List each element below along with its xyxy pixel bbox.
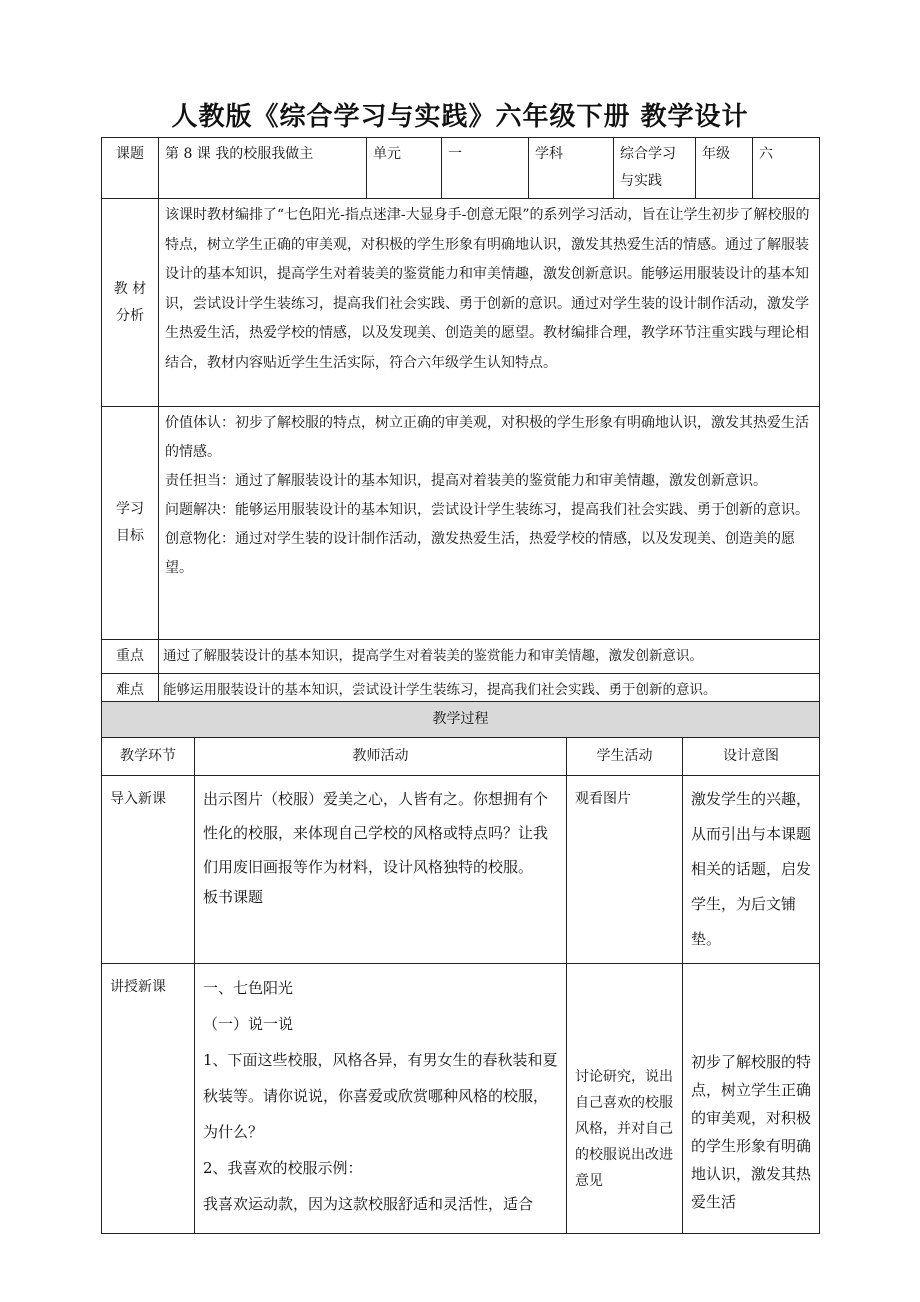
intro-row (102, 776, 820, 964)
column-header-stage: 教学环节 (102, 738, 195, 776)
lesson-value: 第 8 课 我的校服我做主 (159, 138, 367, 199)
intro-teacher-line: 出示图片（校服）爱美之心，人皆有之。你想拥有个性化的校服，来体现自己学校的风格或特点吗？让我们用废旧画报等作为材料，设计风格独特的校服。 (203, 790, 549, 876)
analysis-label-line-2: 分析 (116, 307, 144, 324)
lecture-teacher-line: 一、七色阳光 (203, 979, 294, 997)
objective-item: 创意物化：通过对学生装的设计制作活动，激发热爱生活，热爱学校的情感，以及发现美、创造美的愿望。 (165, 531, 795, 576)
lecture-design-intent: 初步了解校服的特点，树立学生正确的审美观，对积极的学生形象有明确地认识，激发其热爱生活 (683, 964, 820, 1234)
lecture-stage: 讲授新课 (102, 964, 195, 1234)
info-row (102, 138, 820, 199)
intro-design-intent: 激发学生的兴趣，从而引出与本课题相关的话题，启发学生，为后文铺垫。 (683, 776, 820, 964)
analysis-text: 该课时教材编排了“七色阳光-指点迷津-大显身手-创意无限”的系列学习活动，旨在让学生初步了解校服的特点，树立学生正确的审美观，对积极的学生形象有明确地认识，激发其热爱生活的情感。通过了解服装设计的基本知识，提高学生对着装美的鉴赏能力和审美情趣，激发创新意识。能够运用服装设计的基本知识，尝试设计学生装练习，提高我们社会实践、勇于创新的意识。通过对学生装的设计制作活动，激发学生热爱生活，热爱学校的情感，以及发现美、创造美的愿望。教材编排合理，教学环节注重实践与理论相结合，教材内容贴近学生生活实际，符合六年级学生认知特点。 (159, 199, 820, 407)
subject-value-line-2: 与实践 (620, 173, 662, 189)
intro-teacher-line: 板书课题 (203, 888, 264, 906)
analysis-label (102, 199, 159, 407)
objective-item: 问题解决：能够运用服装设计的基本知识，尝试设计学生装练习，提高我们社会实践、勇于创新的意识。 (165, 502, 809, 518)
lecture-student-activity: 讨论研究，说出自己喜欢的校服风格，并对自己的校服说出改进意见 (567, 964, 683, 1234)
column-header-student: 学生活动 (567, 738, 683, 776)
process-header: 教学过程 (102, 702, 820, 738)
objectives-list (159, 407, 820, 640)
key-point-text: 通过了解服装设计的基本知识，提高学生对着装美的鉴赏能力和审美情趣，激发创新意识。 (159, 640, 820, 674)
lecture-teacher-line: 我喜欢运动款，因为这款校服舒适和灵活性，适合 (203, 1195, 534, 1213)
lecture-teacher-activity (195, 964, 567, 1234)
objectives-label-line-1: 学习 (116, 501, 144, 517)
key-point-label: 重点 (102, 640, 159, 674)
intro-stage: 导入新课 (102, 776, 195, 964)
process-header-row (102, 702, 820, 738)
difficulty-label: 难点 (102, 674, 159, 708)
column-header-teacher: 教师活动 (195, 738, 567, 776)
unit-value: 一 (442, 138, 529, 199)
document-title: 人教版《综合学习与实践》六年级下册 教学设计 (171, 102, 749, 132)
analysis-label-line-1: 教 材 (113, 280, 147, 297)
subject-value (614, 138, 696, 199)
lecture-teacher-line: 2、我喜欢的校服示例： (203, 1159, 363, 1177)
subject-value-line-1: 综合学习 (620, 146, 676, 162)
objectives-label-line-2: 目标 (116, 528, 144, 544)
objectives-row (102, 407, 820, 640)
column-header-intent: 设计意图 (683, 738, 820, 776)
analysis-row (102, 199, 820, 407)
lecture-teacher-line: （一）说一说 (203, 1015, 294, 1033)
objective-item: 价值体认：初步了解校服的特点，树立正确的审美观，对积极的学生形象有明确地认识，激发其热爱生活的情感。 (165, 415, 809, 460)
unit-label: 单元 (367, 138, 442, 199)
lecture-row (102, 964, 820, 1234)
objective-item: 责任担当：通过了解服装设计的基本知识，提高对着装美的鉴赏能力和审美情趣，激发创新意识。 (165, 473, 767, 489)
difficulty-text: 能够运用服装设计的基本知识，尝试设计学生装练习，提高我们社会实践、勇于创新的意识。 (159, 674, 820, 708)
column-header-row (102, 738, 820, 776)
grade-value: 六 (753, 138, 820, 199)
key-point-row (102, 640, 820, 674)
teaching-process-table (101, 701, 820, 1234)
lecture-teacher-line: 1、下面这些校服，风格各异，有男女生的春秋装和夏秋装等。请你说说，你喜爱或欣赏哪种风格的校服，为什么？ (203, 1051, 558, 1141)
grade-label: 年级 (696, 138, 753, 199)
intro-student-activity: 观看图片 (567, 776, 683, 964)
intro-teacher-activity (195, 776, 567, 964)
lesson-info-table (101, 137, 820, 708)
subject-label: 学科 (529, 138, 614, 199)
lesson-label: 课题 (102, 138, 159, 199)
objectives-label (102, 407, 159, 640)
